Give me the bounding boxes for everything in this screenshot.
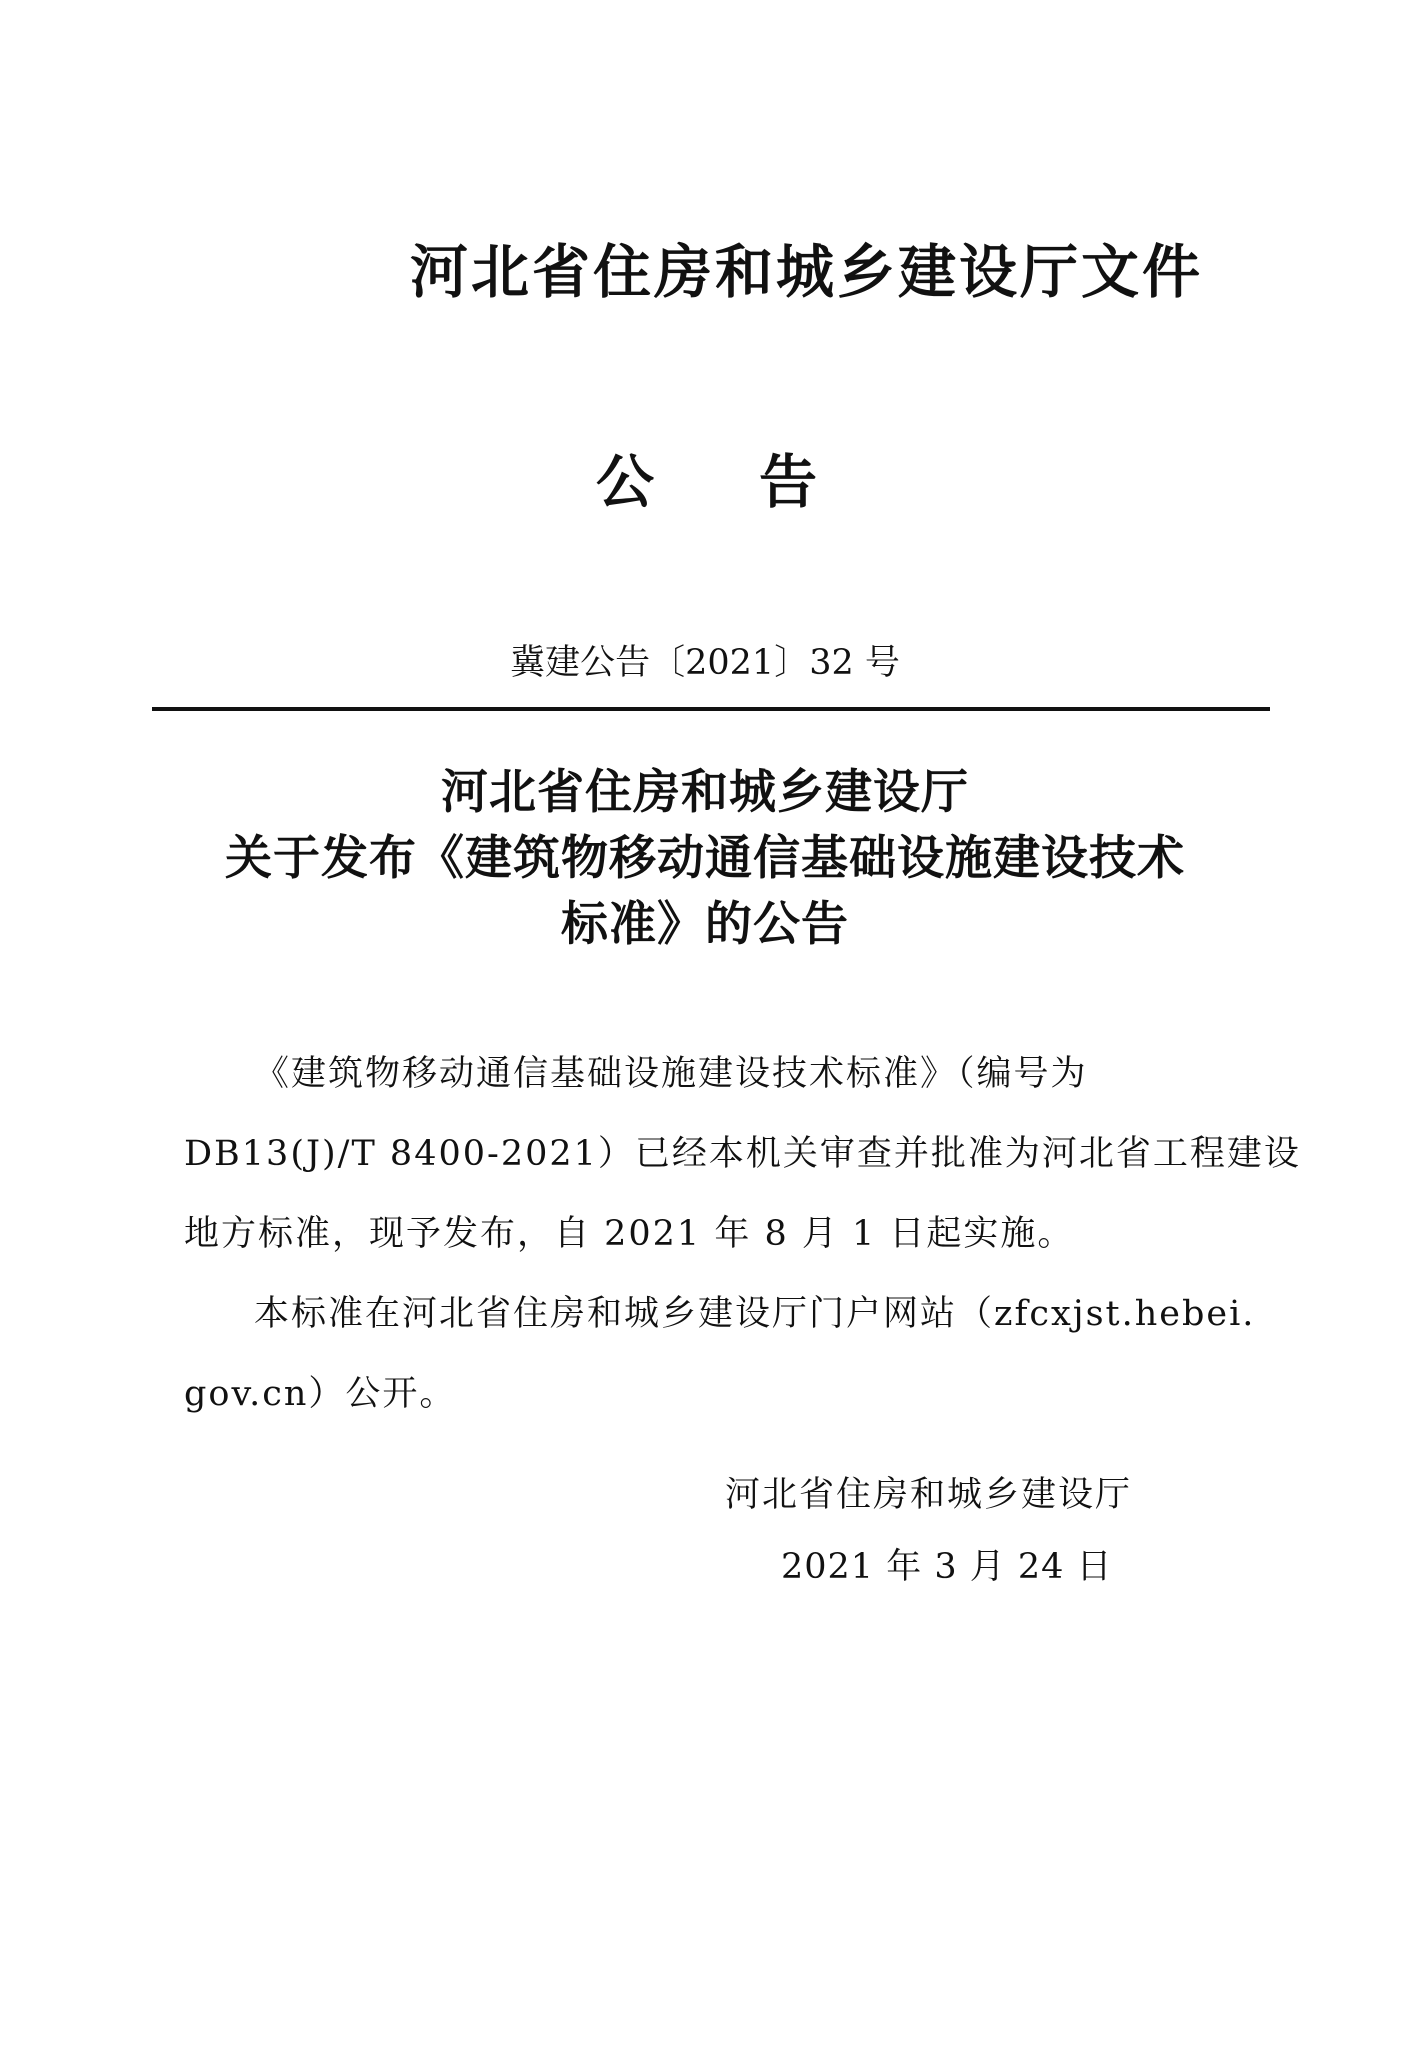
- signature-date: 2021 年 3 月 24 日: [781, 1547, 1113, 1587]
- header-divider: [152, 707, 1270, 711]
- document-type-char-2: 告: [759, 448, 818, 516]
- issuer-header: 河北省住房和城乡建设厅文件: [410, 238, 1204, 306]
- document-type: [596, 442, 817, 522]
- announcement-title: [0, 760, 1410, 958]
- title-line-1: 河北省住房和城乡建设厅: [441, 765, 969, 820]
- document-number: 冀建公告〔2021〕32 号: [510, 643, 900, 683]
- body-paragraph-2-line-1: 本标准在河北省住房和城乡建设厅门户网站（zfcxjst.hebei.: [254, 1294, 1256, 1334]
- body-paragraph-1-line-1: 《建筑物移动通信基础设施建设技术标准》（编号为: [254, 1054, 1088, 1094]
- title-line-3: 标准》的公告: [561, 897, 849, 952]
- announcement-body: [184, 1034, 1301, 1434]
- signature-organization: 河北省住房和城乡建设厅: [725, 1475, 1133, 1515]
- body-paragraph-1-line-2: DB13(J)/T 8400-2021）已经本机关审查并批准为河北省工程建设: [184, 1134, 1301, 1174]
- body-paragraph-2-line-2: gov.cn）公开。: [184, 1374, 457, 1414]
- title-line-2: 关于发布《建筑物移动通信基础设施建设技术: [225, 831, 1185, 886]
- body-paragraph-1-line-3: 地方标准，现予发布，自 2021 年 8 月 1 日起实施。: [184, 1214, 1075, 1254]
- document-type-char-1: 公: [596, 448, 655, 516]
